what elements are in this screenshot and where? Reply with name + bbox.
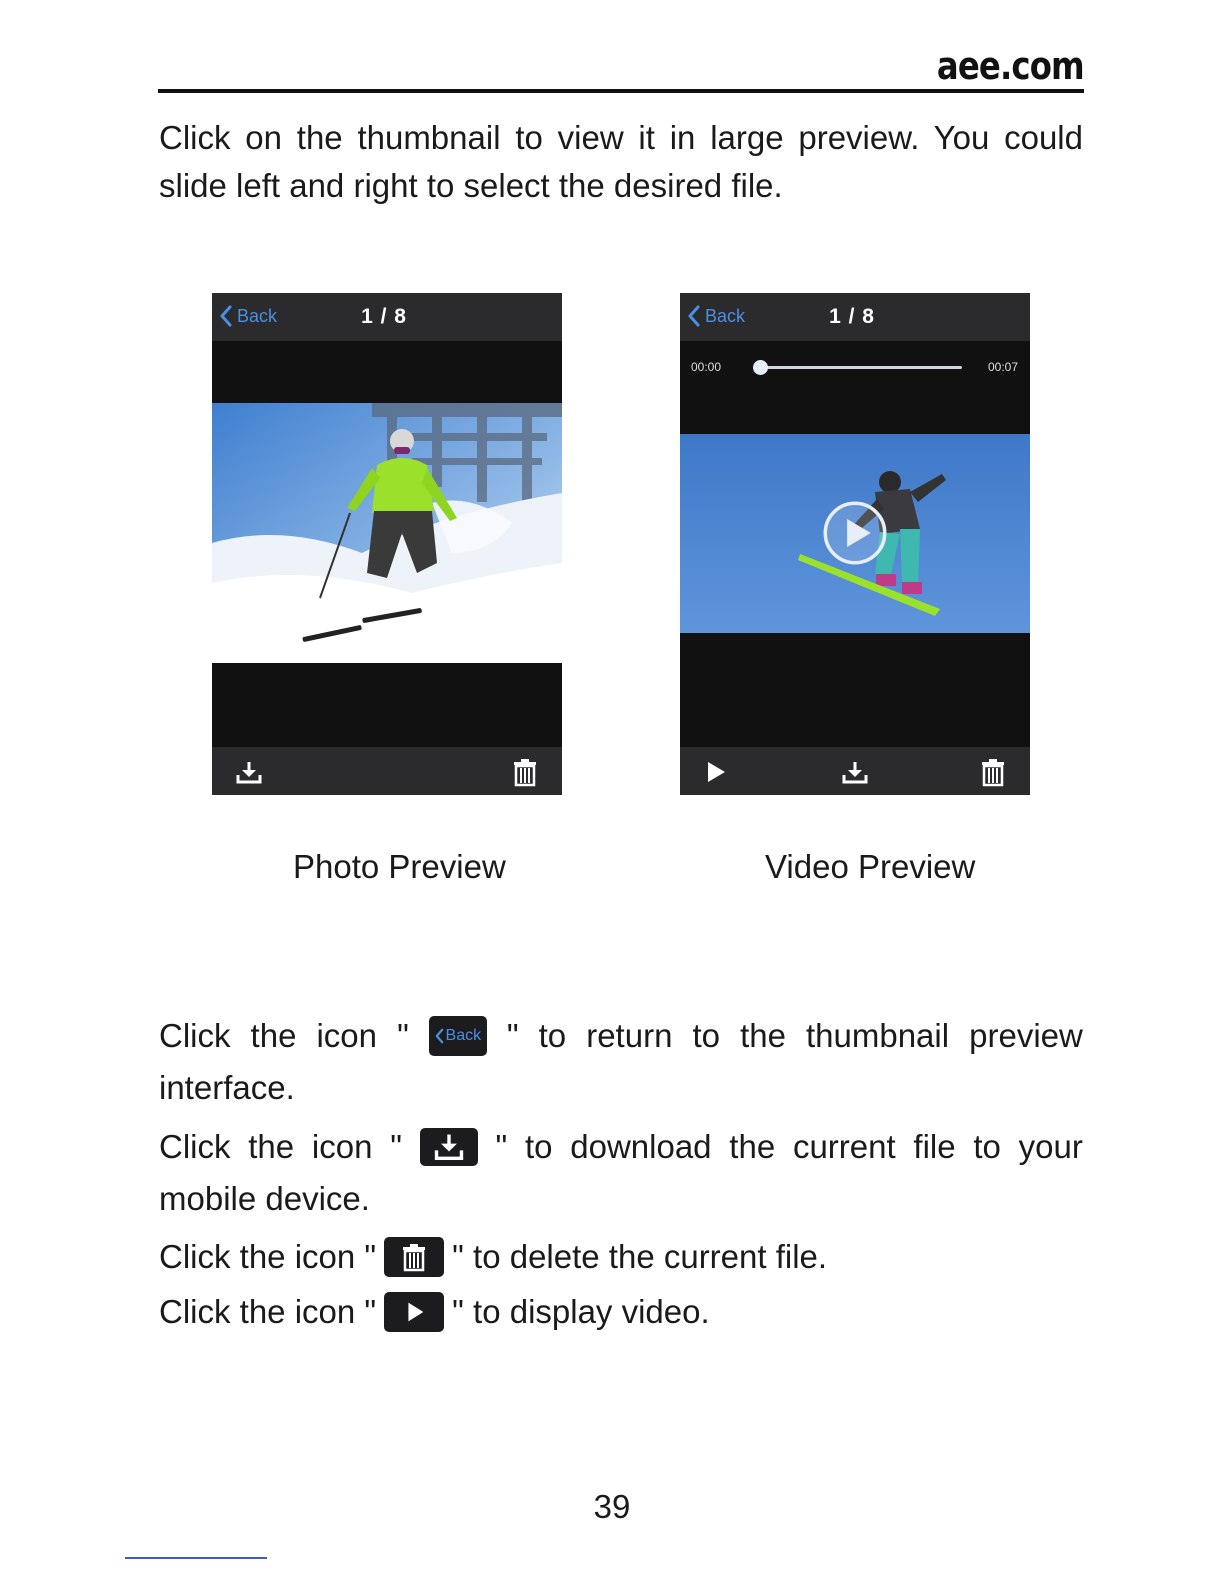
play-overlay-icon[interactable] bbox=[820, 498, 890, 568]
desc-download-line2: mobile device. bbox=[159, 1180, 370, 1217]
video-preview-caption: Video Preview bbox=[765, 848, 976, 885]
word: download bbox=[570, 1128, 712, 1165]
photo-top-bar bbox=[212, 293, 562, 341]
desc-download bbox=[159, 1121, 1083, 1225]
progress-knob[interactable] bbox=[753, 360, 768, 375]
video-progress-bar[interactable] bbox=[680, 355, 1030, 379]
back-icon-label: Back bbox=[445, 1027, 482, 1044]
video-preview-screen bbox=[680, 293, 1030, 795]
word: " bbox=[397, 1017, 409, 1054]
word: " bbox=[495, 1128, 508, 1165]
desc-play-line bbox=[159, 1286, 1083, 1338]
word: Click bbox=[159, 1128, 231, 1165]
photo-image-skier bbox=[212, 403, 562, 663]
back-icon bbox=[429, 1016, 487, 1056]
desc-back-line1 bbox=[159, 1010, 1083, 1062]
photo-preview-caption: Photo Preview bbox=[293, 848, 506, 885]
video-image-snowboarder bbox=[680, 434, 1030, 633]
desc-back-line2: interface. bbox=[159, 1069, 295, 1106]
chevron-left-icon bbox=[435, 1028, 444, 1044]
desc-download-line1 bbox=[159, 1121, 1083, 1173]
word: the bbox=[729, 1128, 776, 1165]
page-number: 39 bbox=[593, 1488, 631, 1525]
trash-icon[interactable] bbox=[510, 757, 540, 787]
brand-logo: aee.com bbox=[937, 44, 1084, 88]
download-icon[interactable] bbox=[234, 757, 264, 787]
time-start: 00:00 bbox=[691, 360, 722, 374]
play-icon bbox=[384, 1292, 444, 1332]
download-icon[interactable] bbox=[840, 757, 870, 787]
word: icon bbox=[311, 1128, 373, 1165]
trash-icon[interactable] bbox=[978, 757, 1008, 787]
intro-paragraph: Click on the thumbnail to view it in large preview. You could slide left and right to select the desired file. bbox=[159, 119, 1083, 204]
word: the bbox=[250, 1017, 297, 1054]
word: Click bbox=[159, 1017, 231, 1054]
back-label: Back bbox=[237, 305, 278, 326]
photo-counter: 1 / 8 bbox=[361, 305, 407, 328]
word: the bbox=[248, 1128, 295, 1165]
word: file bbox=[913, 1128, 956, 1165]
word: to bbox=[692, 1017, 721, 1054]
video-counter: 1 / 8 bbox=[829, 305, 875, 328]
word: to bbox=[524, 1128, 553, 1165]
back-label: Back bbox=[705, 305, 746, 326]
video-top-bar bbox=[680, 293, 1030, 341]
word: return bbox=[586, 1017, 673, 1054]
desc-delete bbox=[159, 1231, 1083, 1283]
word: " bbox=[506, 1017, 519, 1054]
progress-track[interactable] bbox=[754, 366, 962, 369]
word: to bbox=[973, 1128, 1001, 1165]
desc-delete-after: " to delete the current file. bbox=[452, 1238, 828, 1275]
time-end: 00:07 bbox=[987, 360, 1018, 374]
desc-delete-before: Click the icon " bbox=[159, 1238, 377, 1275]
desc-back bbox=[159, 1010, 1083, 1114]
word: preview bbox=[969, 1017, 1083, 1054]
footer-link-line bbox=[125, 1557, 267, 1559]
video-bottom-bar bbox=[680, 747, 1030, 795]
play-icon[interactable] bbox=[700, 757, 730, 787]
word: current bbox=[792, 1128, 896, 1165]
word: thumbnail bbox=[805, 1017, 950, 1054]
word: to bbox=[538, 1017, 567, 1054]
word: " bbox=[390, 1128, 402, 1165]
word: icon bbox=[316, 1017, 378, 1054]
download-icon bbox=[420, 1128, 478, 1166]
desc-play-after: " to display video. bbox=[452, 1293, 710, 1330]
photo-bottom-bar bbox=[212, 747, 562, 795]
word: your bbox=[1018, 1128, 1083, 1165]
desc-delete-line bbox=[159, 1231, 1083, 1283]
word: the bbox=[740, 1017, 786, 1054]
desc-play bbox=[159, 1286, 1083, 1338]
photo-preview-screen bbox=[212, 293, 562, 795]
trash-icon bbox=[384, 1237, 444, 1277]
header-rule bbox=[158, 89, 1084, 93]
desc-play-before: Click the icon " bbox=[159, 1293, 377, 1330]
